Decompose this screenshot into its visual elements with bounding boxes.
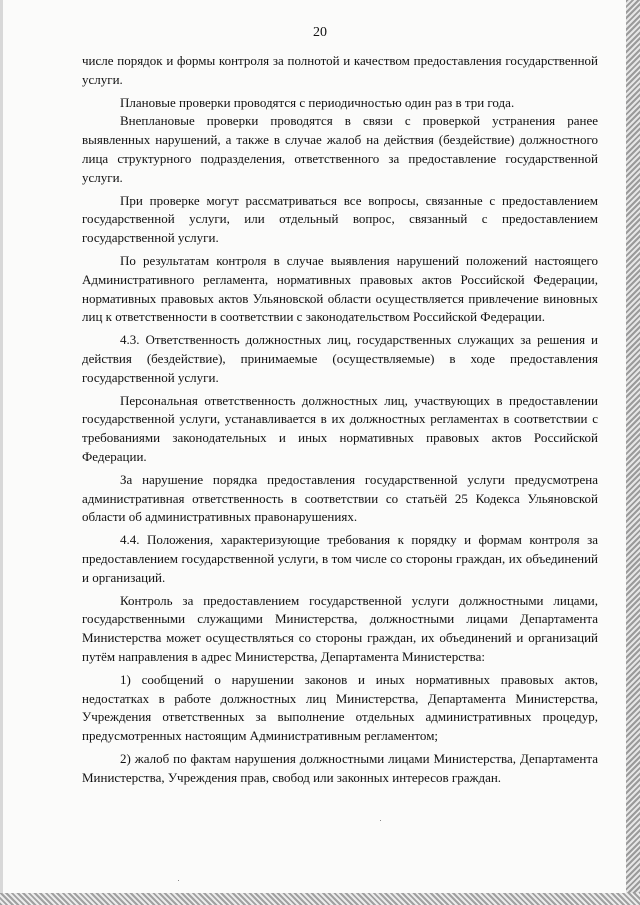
paragraph-check-scope: При проверке могут рассматриваться все вопросы, связанные с предоставлением государственной услуги, или отдельный вопрос, связанный с предоставлением государственной услуги. [82, 192, 598, 246]
scan-speck [178, 880, 179, 881]
scan-edge-right [626, 0, 640, 905]
page-number: 20 [313, 25, 327, 40]
paragraph-personal-responsibility: Персональная ответственность должностных лиц, участвующих в предоставлении государственной услуги, устанавливается в их должностных регламентах в соответствии с требованиями законодательных и иных нормативных правовых актов Российской Федерации. [82, 392, 598, 464]
list-item-2: 2) жалоб по фактам нарушения должностными лицами Министерства, Департамента Министерства, Учреждения прав, свобод или законных интересов граждан. [82, 750, 598, 785]
paragraph-administrative-liability: За нарушение порядка предоставления государственной услуги предусмотрена административная ответственность в соответствии со статьёй 25 Кодекса Ульяновской области об административных правонарушениях. [82, 471, 598, 525]
section-4-4-heading: 4.4. Положения, характеризующие требования к порядку и формам контроля за предоставлением государственной услуги, в том числе со стороны граждан, их объединений и организаций. [82, 532, 598, 585]
section-4-3-heading: 4.3. Ответственность должностных лиц, государственных служащих за решения и действия (бездействие), принимаемые (осуществляемые) в ходе предоставления государственной услуги. [82, 332, 598, 385]
paragraph-public-control: Контроль за предоставлением государственной услуги должностными лицами, государственными служащими Министерства, должностными лицами Департамента Министерства может осуществляться со стороны граждан, их объединений и организаций путём направления в адрес Министерства, Департамента Министерства: [82, 592, 598, 664]
document-body [82, 52, 598, 787]
scan-edge-left [0, 0, 3, 905]
paragraph-continuation: числе порядок и формы контроля за полнотой и качеством предоставления государственной услуги. [82, 53, 598, 87]
paragraph-unplanned-checks: Внеплановые проверки проводятся в связи с проверкой устранения ранее выявленных нарушений, а также в случае жалоб на действия (бездействие) должностного лица структурного подразделения, ответственного за предоставление государственной услуги. [82, 113, 598, 185]
scan-edge-bottom [0, 893, 640, 905]
scan-speck [310, 548, 311, 549]
paragraph-control-results: По результатам контроля в случае выявления нарушений положений настоящего Административного регламента, нормативных правовых актов Российской Федерации, нормативных правовых актов Ульяновской области осуществляется привлечение виновных лиц к ответственности в соответствии с законодательством Российской Федерации. [82, 252, 598, 325]
scan-speck [380, 820, 381, 821]
list-item-1: 1) сообщений о нарушении законов и иных нормативных правовых актов, недостатках в работе должностных лиц Министерства, Департамента Министерства, Учреждения ответственных за выполнение отдельных административных процедур, предусмотренных настоящим Административным регламентом; [82, 671, 598, 744]
paragraph-planned-checks: Плановые проверки проводятся с периодичностью один раз в три года. [120, 94, 515, 110]
